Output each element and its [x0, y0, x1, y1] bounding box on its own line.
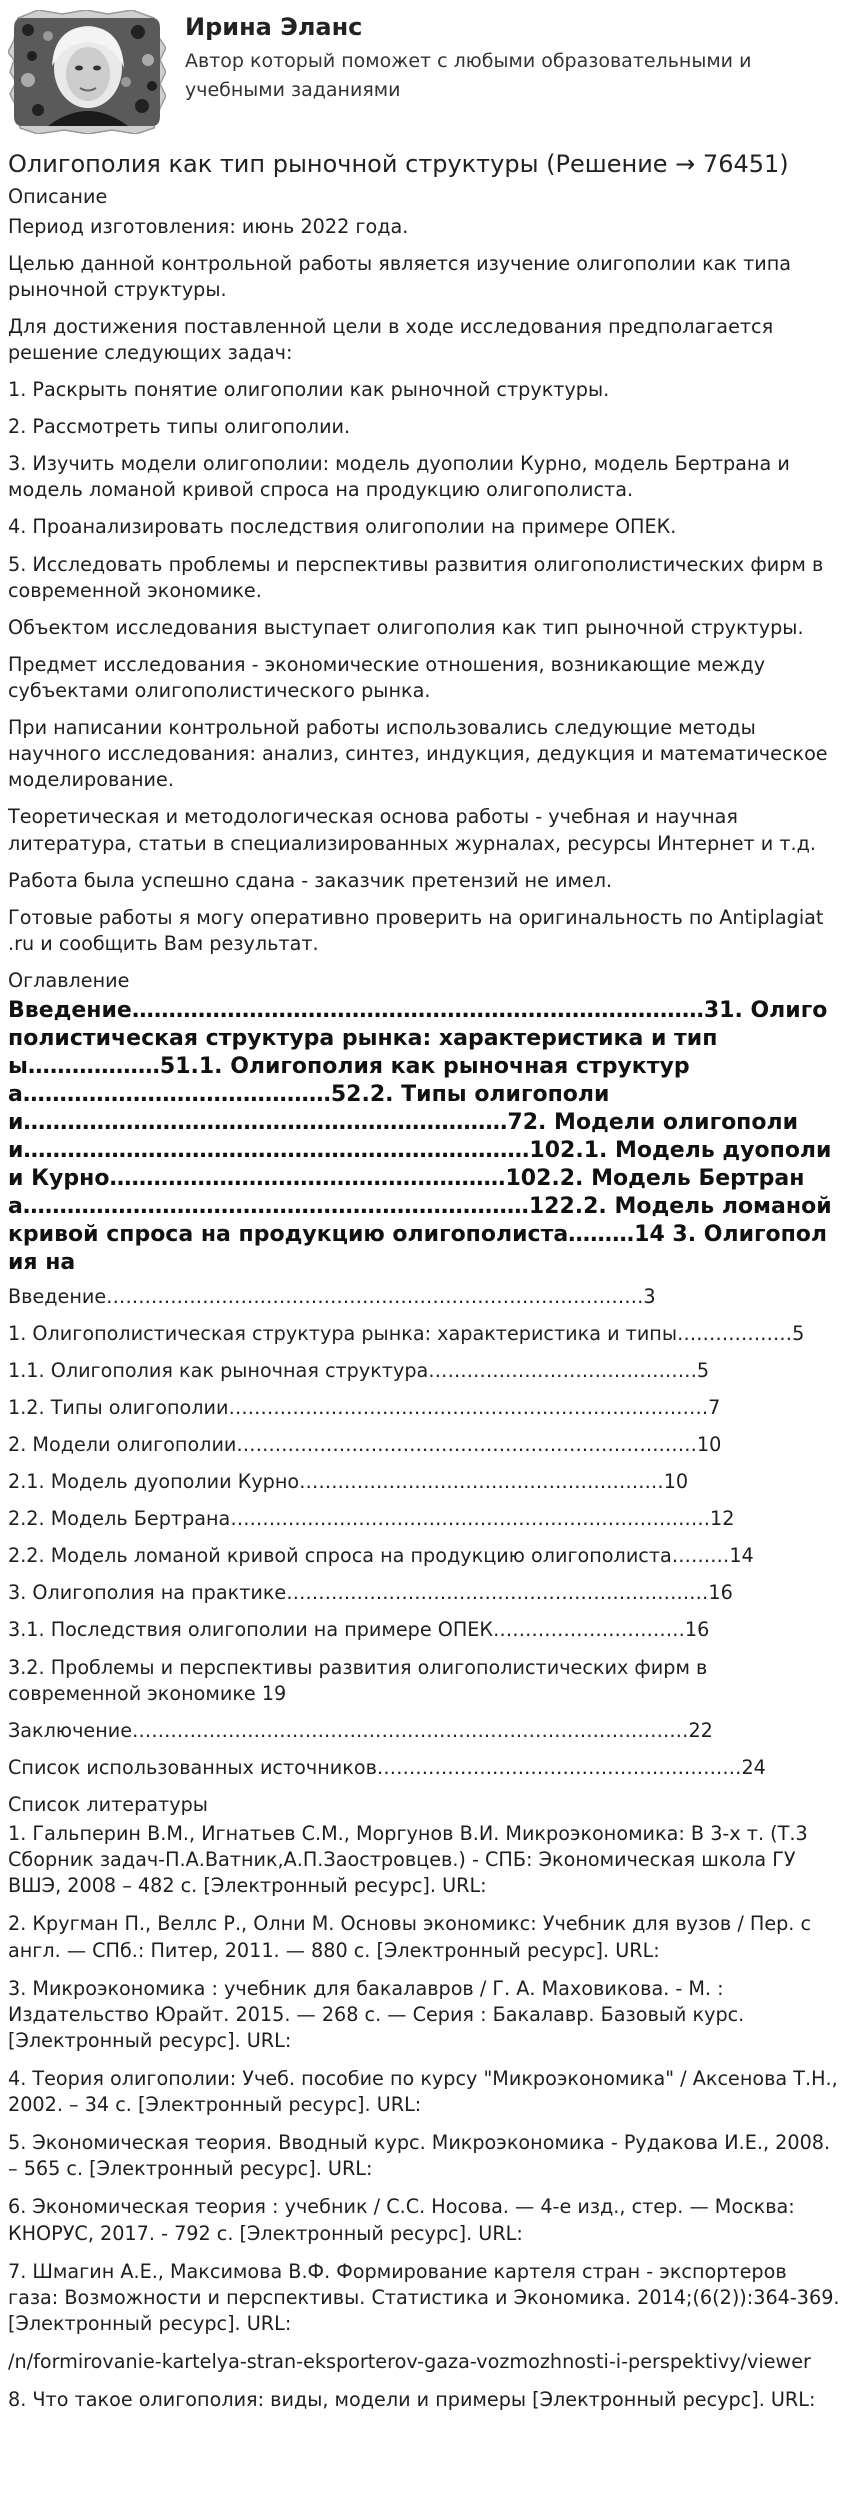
literature-item: 7. Шмагин А.Е., Максимова В.Ф. Формирование картеля стран - экспортеров газа: Возможности и перспективы. Статистика и Экономика. 2014;(6(2)):364-369. [Электронный ресурс]. URL: — [8, 2259, 840, 2335]
description-paragraph: Период изготовления: июнь 2022 года. — [8, 214, 409, 238]
toc-item: 3. Олигополия на практике…………………………………………………………16 — [8, 1581, 733, 1605]
author-description: Автор который поможет с любыми образовательными и учебными заданиями — [185, 50, 752, 101]
toc-label: Оглавление — [8, 969, 130, 993]
toc-item: Введение…………………………………………………………………………3 — [8, 1284, 656, 1308]
description-paragraph: Предмет исследования - экономические отношения, возникающие между субъектами олигополистического рынка. — [8, 652, 766, 703]
toc-item: 1.1. Олигополия как рыночная структура……………………………………5 — [8, 1358, 710, 1382]
description-paragraph: 5. Исследовать проблемы и перспективы развития олигополистических фирм в современной экономике. — [8, 552, 824, 602]
description-paragraph: 2. Рассмотреть типы олигополии. — [8, 415, 351, 439]
description-paragraph: 4. Проанализировать последствия олигополии на примере ОПЕК. — [8, 515, 677, 539]
toc-item: 2.2. Модель ломаной кривой спроса на продукцию олигополиста………14 — [8, 1544, 754, 1568]
description-paragraph: Объектом исследования выступает олигополия как тип рыночной структуры. — [8, 615, 804, 639]
author-avatar — [8, 10, 166, 134]
toc-item: Список использованных источников…………………………………………………24 — [8, 1755, 766, 1779]
literature-item: 5. Экономическая теория. Вводный курс. Микроэкономика - Рудакова И.Е., 2008. – 565 с. [Электронный ресурс]. URL: — [8, 2131, 831, 2181]
literature-item: 2. Кругман П., Веллс Р., Олни М. Основы экономикс: Учебник для вузов / Пер. с англ. — СПб.: Питер, 2011. — 880 с. [Электронный ресурс]. URL: — [8, 1912, 812, 1962]
main-content — [8, 148, 840, 2425]
toc-item: 1. Олигополистическая структура рынка: характеристика и типы………………5 — [8, 1321, 805, 1345]
description-paragraph: Готовые работы я могу оперативно проверить на оригинальность по Antiplagiat .ru и сообщить Вам результат. — [8, 905, 824, 955]
description-paragraph: Целью данной контрольной работы является изучение олигополии как типа рыночной структуры. — [8, 251, 792, 301]
description-label: Описание — [8, 185, 108, 209]
toc-item: 3.1. Последствия олигополии на примере ОПЕК…………………………16 — [8, 1618, 710, 1642]
description-body — [8, 214, 840, 958]
description-paragraph: 1. Раскрыть понятие олигополии как рыночной структуры. — [8, 378, 610, 402]
toc-bold-block: Введение……………………………………………………………………31. Олигополистическая структура рынка: характеристика и типы………………51.1. Олигополия как рыночная структура……………………………………52.2. Типы олигополии…………………………………………………………72. Модели олигополии……………………………………………………………102.1. Модель дуополии Курно………………………………………………102.2. Модель Бертрана……………………………………………………………122.2. Модель ломаной кривой спроса на продукцию олигополиста………14 3. Олигополия на — [8, 998, 832, 1275]
literature-item: 1. Гальперин В.М., Игнатьев С.М., Моргунов В.И. Микроэкономика: В 3-х т. (Т.3 Сборник задач-П.А.Ватник,А.П.Заостровцев.) - СПБ: Экономическая школа ГУ ВШЭ, 2008 – 482 с. [Электронный ресурс]. URL: — [8, 1822, 808, 1898]
toc-item: Заключение……………………………………………………………………………22 — [8, 1718, 713, 1742]
literature-item: 8. Что такое олигополия: виды, модели и примеры [Электронный ресурс]. URL: — [8, 2388, 816, 2412]
literature-item: 6. Экономическая теория : учебник / С.С. Носова. — 4-е изд., стер. — Москва: КНОРУС, 2017. - 792 с. [Электронный ресурс]. URL: — [8, 2195, 795, 2245]
toc-item: 1.2. Типы олигополии…………………………………………………………………7 — [8, 1395, 721, 1419]
description-paragraph: При написании контрольной работы использовались следующие методы научного исследования: анализ, синтез, индукция, дедукция и математическое моделирование. — [8, 716, 828, 792]
literature-list — [8, 1821, 840, 2413]
literature-item: 4. Теория олигополии: Учеб. пособие по курсу "Микроэкономика" / Аксенова Т.Н., 2002. – 34 с. [Электронный ресурс]. URL: — [8, 2067, 838, 2117]
literature-item: 3. Микроэкономика : учебник для бакалавров / Г. А. Маховикова. - М. : Издательство Юрайт. 2015. — 268 с. — Серия : Бакалавр. Базовый курс. [Электронный ресурс]. URL: — [8, 1976, 745, 2052]
literature-label: Список литературы — [8, 1793, 208, 1817]
description-paragraph: Теоретическая и методологическая основа работы - учебная и научная литература, статьи в специализированных журналах, ресурсы Интернет и т.д. — [8, 805, 817, 855]
toc-item: 3.2. Проблемы и перспективы развития олигополистических фирм в современной экономике 19 — [8, 1655, 708, 1705]
author-name[interactable]: Ирина Эланс — [185, 13, 363, 41]
table-of-contents — [8, 1284, 840, 1782]
toc-item: 2.1. Модель дуополии Курно…………………………………………………10 — [8, 1470, 689, 1494]
toc-item: 2. Модели олигополии………………………………………………………………10 — [8, 1432, 722, 1456]
description-paragraph: 3. Изучить модели олигополии: модель дуополии Курно, модель Бертрана и модель ломаной кривой спроса на продукцию олигополиста. — [8, 452, 790, 502]
toc-item: 2.2. Модель Бертрана…………………………………………………………………12 — [8, 1507, 735, 1531]
page-title: Олигополия как тип рыночной структуры (Решение → 76451) — [8, 150, 789, 178]
literature-url[interactable]: /n/formirovanie-kartelya-stran-eksporterov-gaza-vozmozhnosti-i-perspektivy/viewer — [8, 2350, 811, 2373]
description-paragraph: Для достижения поставленной цели в ходе исследования предполагается решение следующих задач: — [8, 314, 774, 364]
author-card — [0, 0, 847, 138]
description-paragraph: Работа была успешно сдана - заказчик претензий не имел. — [8, 868, 613, 892]
